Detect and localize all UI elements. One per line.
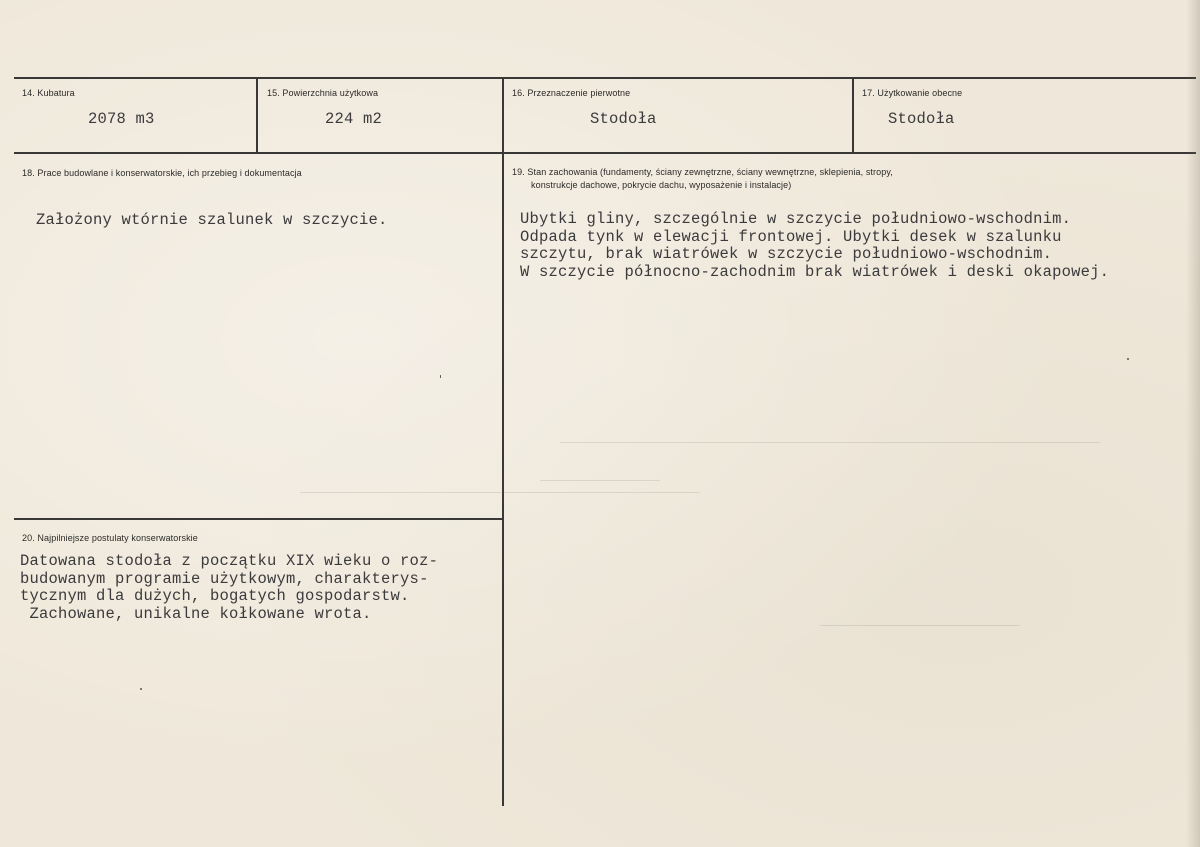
field-19-line: Odpada tynk w elewacji frontowej. Ubytki desek w szalunku [520, 227, 1062, 246]
paper-speck [140, 688, 142, 690]
show-through-line [820, 625, 1020, 626]
field-20-label: 20. Najpilniejsze postulaty konserwatorskie [22, 533, 198, 543]
field-19-label-line2: konstrukcje dachowe, pokrycie dachu, wyposażenie i instalacje) [531, 180, 792, 190]
paper-speck [440, 375, 441, 378]
field-20-line: Datowana stodoła z początku XIX wieku o roz- [20, 552, 439, 570]
field-14-value: 2078 m3 [88, 110, 155, 128]
field-18-label: 18. Prace budowlane i konserwatorskie, ich przebieg i dokumentacja [22, 168, 302, 178]
field-17-label: 17. Użytkowanie obecne [862, 88, 963, 98]
paper-speck [1127, 358, 1129, 360]
field-19-line: szczytu, brak wiatrówek w szczycie południowo-wschodnim. [520, 245, 1053, 263]
top-rule [14, 77, 1196, 79]
field-20-line: budowanym programie użytkowym, charakterys- [20, 569, 429, 588]
show-through-line [300, 492, 700, 493]
field-16-label: 16. Przeznaczenie pierwotne [512, 88, 631, 98]
show-through-line [560, 442, 1100, 443]
field-15-label: 15. Powierzchnia użytkowa [267, 88, 379, 98]
row1-bottom-rule [14, 152, 1196, 154]
field-20-line: tycznym dla dużych, bogatych gospodarstw. [20, 587, 410, 605]
field-17-value: Stodoła [888, 110, 955, 128]
row2-left-bottom-rule [14, 518, 502, 520]
field-20-line: Zachowane, unikalne kołkowane wrota. [20, 604, 372, 623]
paper-edge-shadow [1186, 0, 1200, 847]
field-19-value [520, 211, 1109, 281]
field-14-label: 14. Kubatura [22, 88, 75, 98]
field-15-value: 224 m2 [325, 110, 383, 128]
field-20-value [20, 553, 438, 623]
divider-16-17 [852, 78, 854, 153]
field-18-value: Założony wtórnie szalunek w szczycie. [36, 211, 388, 229]
show-through-line [540, 480, 660, 481]
divider-15-16 [502, 78, 504, 806]
divider-14-15 [256, 78, 258, 153]
field-19-line: Ubytki gliny, szczególnie w szczycie południowo-wschodnim. [520, 210, 1072, 228]
field-19-line: W szczycie północno-zachodnim brak wiatrówek i deski okapowej. [520, 262, 1110, 281]
field-19-label-line1: 19. Stan zachowania (fundamenty, ściany zewnętrzne, ściany wewnętrzne, sklepienia, stropy, [512, 167, 893, 177]
field-16-value: Stodoła [590, 110, 657, 128]
